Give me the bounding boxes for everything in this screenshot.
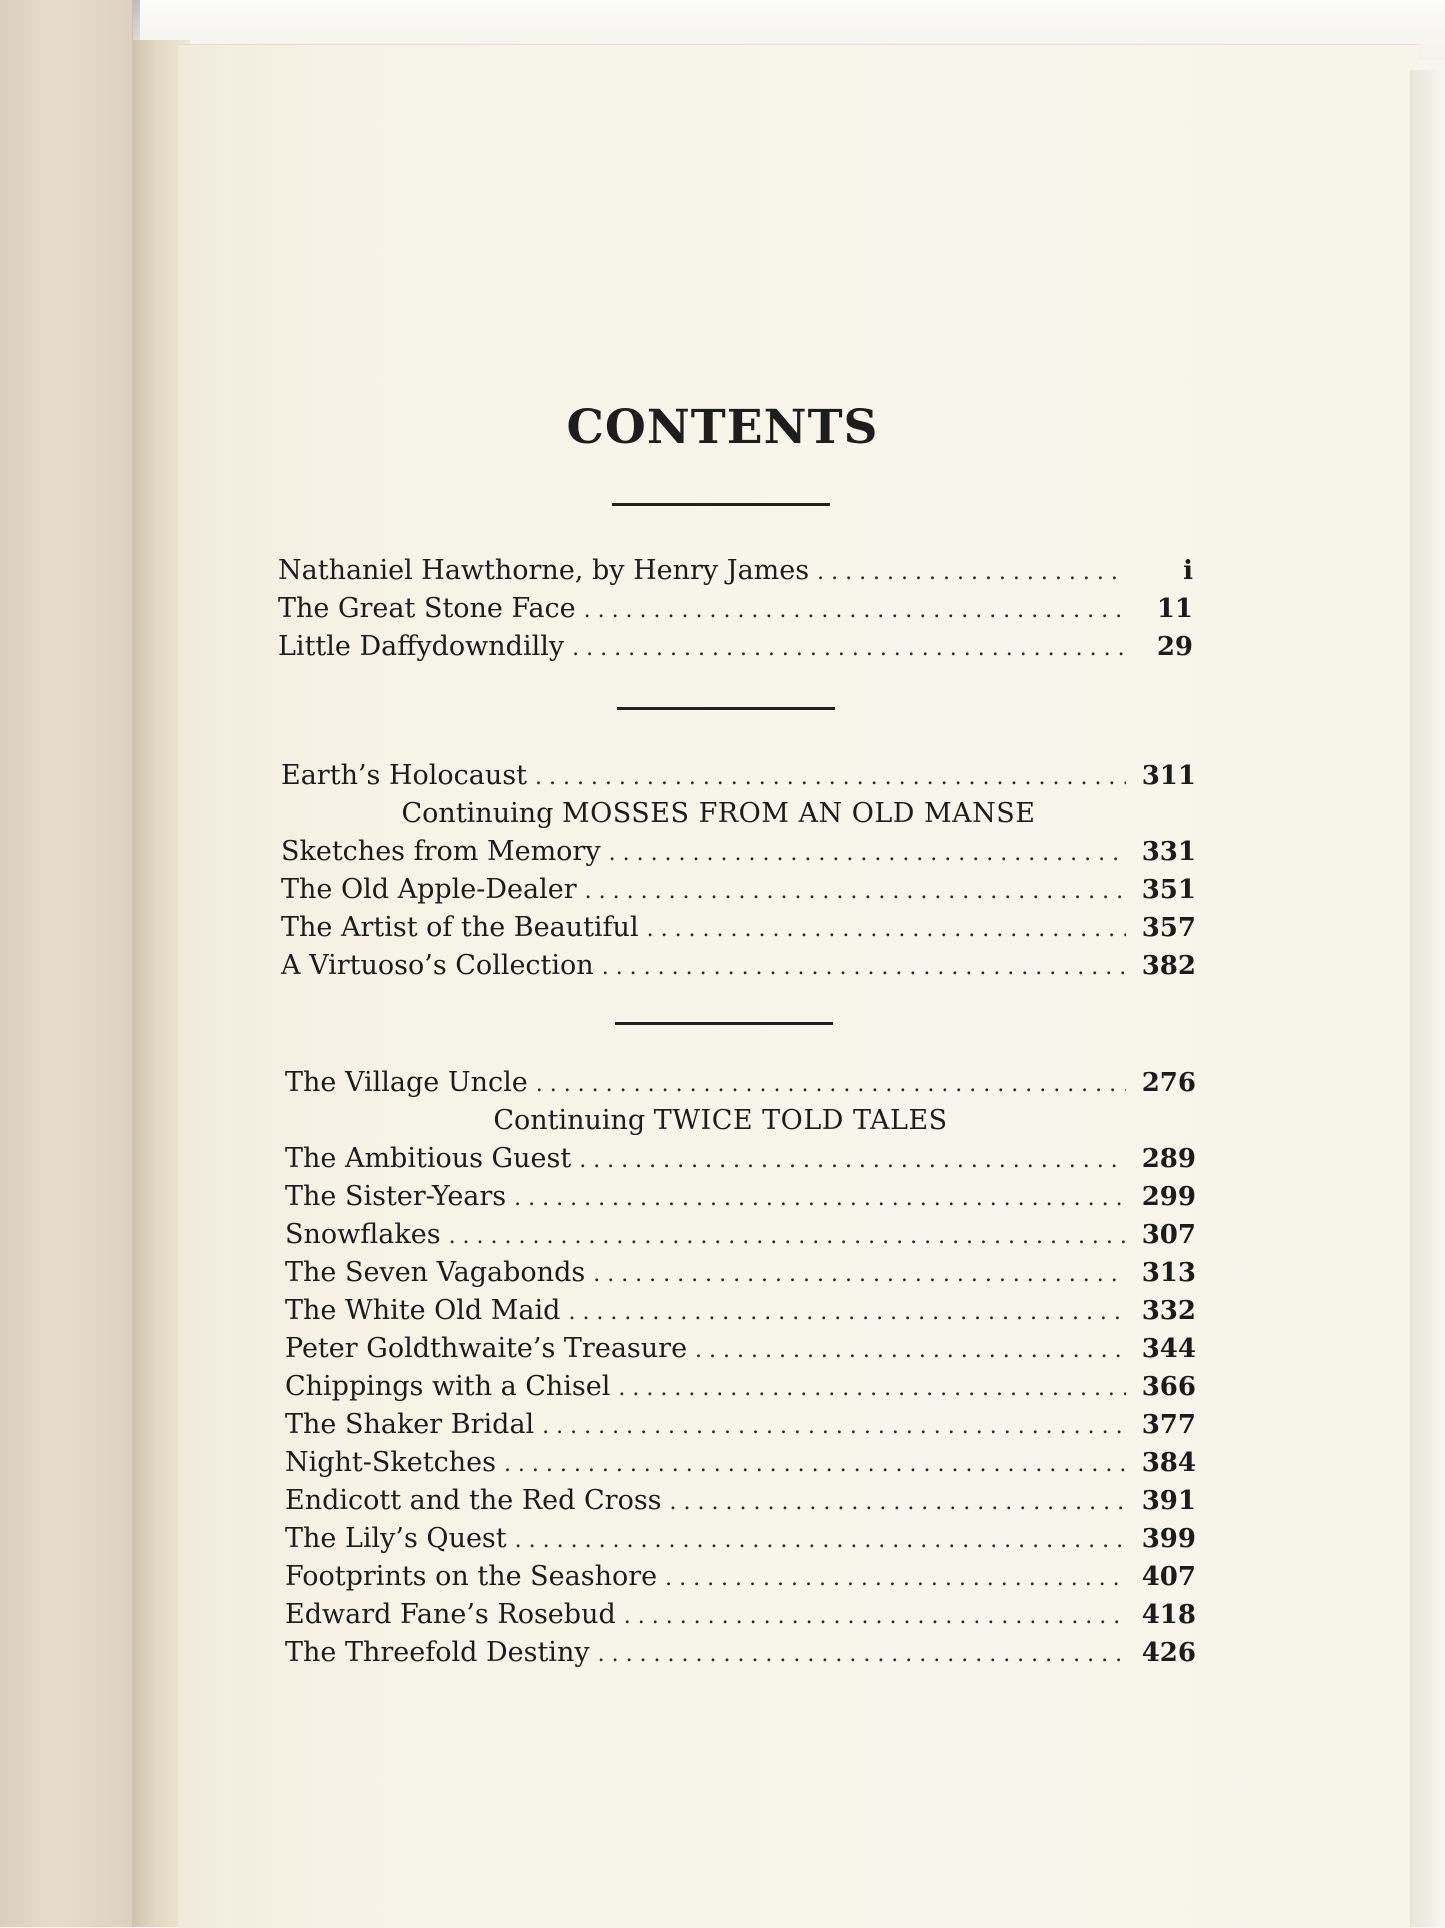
page-number: 29: [1156, 632, 1193, 662]
toc-entry: [285, 1295, 1196, 1333]
section-subheading: [285, 1105, 1196, 1143]
entry-title: The Old Apple-Dealer: [281, 874, 577, 905]
toc-entry: [281, 760, 1196, 798]
dot-leader: [598, 1642, 1126, 1667]
toc-entry: [285, 1409, 1196, 1447]
toc-entry: [285, 1143, 1196, 1181]
entry-title: The Artist of the Beautiful: [281, 912, 639, 943]
toc-entry: [281, 836, 1196, 874]
page-number: 377: [1141, 1410, 1196, 1440]
dot-leader: [665, 1566, 1126, 1591]
page-number: 384: [1141, 1448, 1196, 1478]
page-number: 311: [1141, 761, 1196, 791]
page-number: 331: [1141, 837, 1196, 867]
toc-entry: [281, 912, 1196, 950]
dot-leader: [695, 1338, 1126, 1363]
dot-leader: [515, 1528, 1126, 1553]
dot-leader: [593, 1262, 1126, 1287]
toc-entry: [285, 1181, 1196, 1219]
toc-section-2: [281, 760, 1196, 988]
page-number: 351: [1141, 875, 1196, 905]
entry-title: The Great Stone Face: [278, 593, 576, 624]
entry-title: Sketches from Memory: [281, 836, 601, 867]
dot-leader: [542, 1414, 1126, 1439]
dot-leader: [504, 1452, 1126, 1477]
dot-leader: [579, 1148, 1126, 1173]
page-number: 307: [1141, 1220, 1196, 1250]
page-number: 289: [1141, 1144, 1196, 1174]
page-number: 276: [1141, 1068, 1196, 1098]
page-number: 299: [1141, 1182, 1196, 1212]
toc-entry: [285, 1561, 1196, 1599]
entry-title: The Seven Vagabonds: [285, 1257, 586, 1288]
left-page-edge: [0, 0, 133, 1927]
toc-entry: [285, 1371, 1196, 1409]
subheading-prefix: Continuing: [493, 1105, 646, 1136]
dot-leader: [584, 598, 1123, 623]
dot-leader: [624, 1604, 1126, 1629]
subheading-collection-name: MOSSES FROM AN OLD MANSE: [561, 798, 1036, 829]
dot-leader: [536, 1072, 1126, 1097]
dot-leader: [535, 765, 1126, 790]
toc-entry: [285, 1523, 1196, 1561]
divider-rule: [615, 1022, 833, 1025]
divider-rule: [617, 707, 835, 710]
entry-title: The Sister-Years: [285, 1181, 507, 1212]
page-number: 418: [1141, 1600, 1196, 1630]
page-number: 332: [1141, 1296, 1196, 1326]
page-number: 313: [1141, 1258, 1196, 1288]
toc-section-3: [285, 1067, 1196, 1675]
toc-entry: [285, 1333, 1196, 1371]
dot-leader: [817, 560, 1123, 585]
dot-leader: [647, 917, 1126, 942]
subheading-collection-name: TWICE TOLD TALES: [653, 1105, 948, 1136]
dot-leader: [618, 1376, 1126, 1401]
toc-entry: [285, 1219, 1196, 1257]
entry-title: Peter Goldthwaite’s Treasure: [285, 1333, 688, 1364]
entry-title: Snowflakes: [285, 1219, 441, 1250]
entry-title: The Ambitious Guest: [285, 1143, 572, 1174]
divider-rule: [612, 503, 830, 506]
entry-title: Footprints on the Seashore: [285, 1561, 658, 1592]
page-number: 344: [1141, 1334, 1196, 1364]
entry-title: The Shaker Bridal: [285, 1409, 535, 1440]
section-subheading: [281, 798, 1196, 836]
dot-leader: [602, 955, 1126, 980]
toc-entry: [281, 950, 1196, 988]
entry-title: The Threefold Destiny: [285, 1637, 590, 1668]
dot-leader: [568, 1300, 1126, 1325]
page-number: i: [1183, 556, 1193, 586]
toc-entry: [278, 555, 1193, 593]
entry-title: Nathaniel Hawthorne, by Henry James: [278, 555, 810, 586]
toc-entry: [285, 1637, 1196, 1675]
toc-section-1: [278, 555, 1193, 669]
entry-title: Earth’s Holocaust: [281, 760, 527, 791]
page-number: 366: [1141, 1372, 1196, 1402]
page-number: 391: [1141, 1486, 1196, 1516]
page-number: 407: [1141, 1562, 1196, 1592]
entry-title: A Virtuoso’s Collection: [281, 950, 594, 981]
page-number: 426: [1141, 1638, 1196, 1668]
subheading-prefix: Continuing: [401, 798, 554, 829]
entry-title: Little Daffydowndilly: [278, 631, 565, 662]
toc-entry: [285, 1447, 1196, 1485]
entry-title: Chippings with a Chisel: [285, 1371, 611, 1402]
dot-leader: [670, 1490, 1126, 1515]
page-number: 11: [1156, 594, 1193, 624]
dot-leader: [609, 841, 1126, 866]
toc-entry: [281, 874, 1196, 912]
entry-title: The Lily’s Quest: [285, 1523, 507, 1554]
dot-leader: [449, 1224, 1126, 1249]
dot-leader: [572, 636, 1123, 661]
page-number: 399: [1141, 1524, 1196, 1554]
entry-title: The Village Uncle: [285, 1067, 528, 1098]
entry-title: Night-Sketches: [285, 1447, 496, 1478]
toc-entry: [285, 1257, 1196, 1295]
dot-leader: [585, 879, 1126, 904]
page-title: CONTENTS: [566, 400, 879, 455]
toc-entry: [285, 1599, 1196, 1637]
page-edge-right: [1410, 70, 1445, 1927]
page-number: 357: [1141, 913, 1196, 943]
entry-title: Edward Fane’s Rosebud: [285, 1599, 616, 1630]
toc-entry: [285, 1485, 1196, 1523]
entry-title: The White Old Maid: [285, 1295, 561, 1326]
toc-entry: [285, 1067, 1196, 1105]
dot-leader: [514, 1186, 1126, 1211]
toc-entry: [278, 631, 1193, 669]
page-number: 382: [1141, 951, 1196, 981]
entry-title: Endicott and the Red Cross: [285, 1485, 662, 1516]
toc-entry: [278, 593, 1193, 631]
